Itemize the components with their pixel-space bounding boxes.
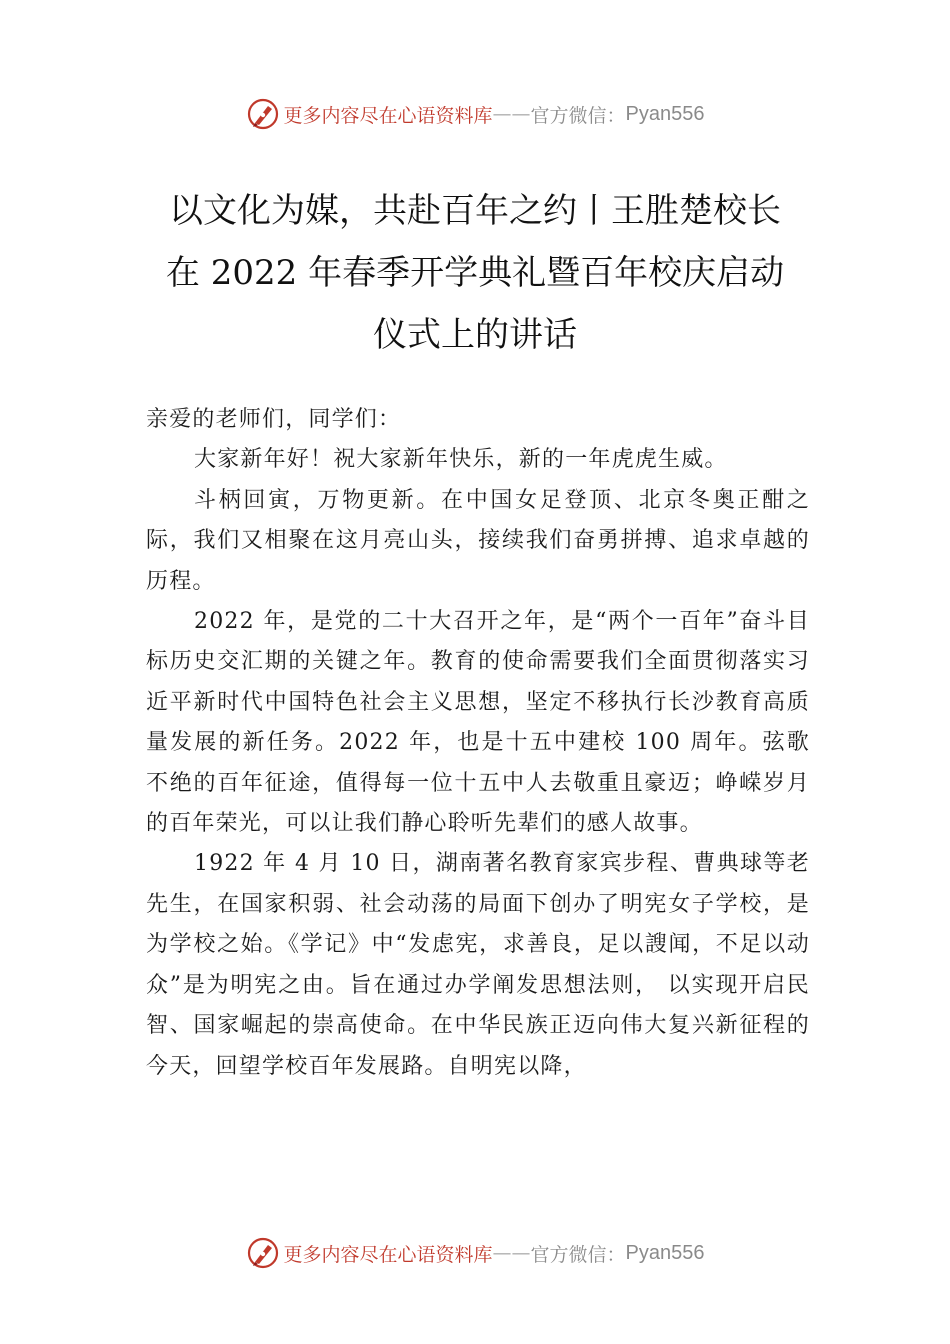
banner-separator: ——	[492, 1242, 531, 1264]
pen-logo-icon	[246, 1236, 280, 1270]
paragraph-history: 1922 年 4 月 10 日，湖南著名教育家宾步程、曹典球等老先生，在国家积弱、社会动荡的局面下创办了明宪女子学校，是为学校之始。《学记》中“发虑宪，求善良，足以謏闻，不足以动众”是为明宪之由。旨在通过办学阐发思想法则， 以实现开启民智、国家崛起的崇高使命。在中华民族正迈向伟大复兴新征程的今天，回望学校百年发展路。自明宪以降，	[146, 851, 810, 1079]
banner-slogan: 更多内容尽在心语资料库	[283, 1243, 493, 1266]
banner-wechat-id: Pyan556	[625, 1241, 705, 1264]
banner-wechat-label: 官方微信：	[530, 104, 626, 127]
banner-wechat-label: 官方微信：	[530, 1243, 626, 1266]
header-banner	[0, 94, 950, 134]
paragraph-opening: 斗柄回寅，万物更新。在中国女足登顶、北京冬奥正酣之际，我们又相聚在这月亮山头，接续我们奋勇拼搏、追求卓越的历程。	[146, 487, 810, 594]
title-line-2: 在 2022 年春季开学典礼暨百年校庆启动	[165, 253, 785, 293]
paragraph-greeting: 大家新年好！祝大家新年快乐，新的一年虎虎生威。	[194, 447, 728, 473]
footer-banner	[0, 1233, 950, 1273]
document-title	[100, 180, 850, 366]
title-line-1: 以文化为媒，共赴百年之约丨王胜楚校长	[169, 191, 781, 231]
banner-wechat-id: Pyan556	[625, 102, 705, 125]
salutation: 亲爱的老师们，同学们：	[146, 407, 402, 432]
pen-logo-icon	[246, 97, 280, 131]
paragraph-2022: 2022 年，是党的二十大召开之年，是“两个一百年”奋斗目标历史交汇期的关键之年。教育的使命需要我们全面贯彻落实习近平新时代中国特色社会主义思想，坚定不移执行长沙教育高质量发展的新任务。2022 年，也是十五中建校 100 周年。弦歌不绝的百年征途，值得每一位十五中人去敬重且豪迈；峥嵘岁月的百年荣光，可以让我们静心聆听先辈们的感人故事。	[146, 609, 810, 837]
document-body	[146, 400, 810, 1087]
banner-slogan: 更多内容尽在心语资料库	[283, 104, 493, 127]
title-line-3: 仪式上的讲话	[373, 315, 577, 355]
banner-separator: ——	[492, 103, 531, 125]
